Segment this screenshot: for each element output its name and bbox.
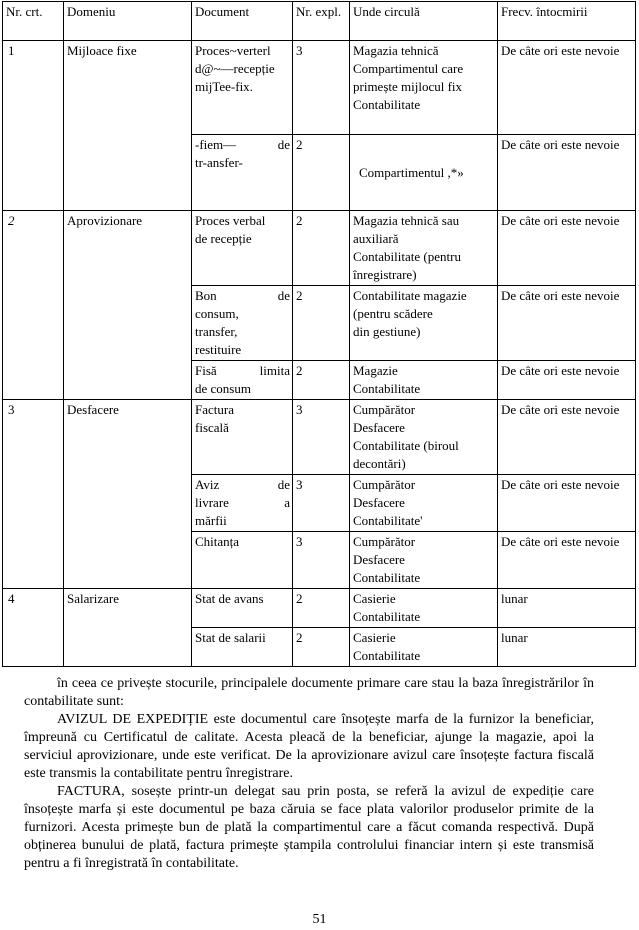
- document-line: Proces verbal: [195, 213, 266, 228]
- circulation-line: Compartimentul care: [353, 61, 464, 76]
- circulation-line: Contabilitate: [353, 609, 421, 624]
- circulation-line: Contabilitate: [353, 381, 421, 396]
- cell-document: [192, 361, 293, 400]
- table-row: [3, 211, 636, 286]
- cell-unde-circula: [350, 211, 498, 286]
- table-header-row: [3, 2, 636, 41]
- cell-nr-crt: 4: [3, 589, 64, 667]
- document-line: consum,: [195, 306, 239, 321]
- cell-document: [192, 135, 293, 211]
- cell-unde-circula: [350, 475, 498, 532]
- document-line: Aviz de: [195, 477, 290, 492]
- paragraph-factura: FACTURA, sosește printr-un delegat sau prin posta, se referă la avizul de expediție care însoțește marfa și este documentul pe baza căruia se face plata valorilor produselor primite de la furnizori. Acesta primește bun de plată la compartimentul care a făcut comanda respectivă. După obținerea bunului de plată, factura primește ștampila controlului financiar intern și este transmisă pentru a fi înregistrată în contabilitate.: [24, 784, 594, 871]
- cell-nr-expl: 3: [293, 41, 350, 135]
- circulation-line: primește mijlocul fix: [353, 79, 463, 94]
- document-line: Bon de: [195, 288, 290, 303]
- circulation-line: Compartimentul ,*»: [359, 164, 464, 180]
- circulation-line: Contabilitate (pentru: [353, 249, 461, 264]
- cell-nr-crt: 1: [3, 41, 64, 211]
- document-line: livrare a: [195, 495, 290, 510]
- cell-nr-expl: 2: [293, 361, 350, 400]
- cell-unde-circula: [350, 41, 498, 135]
- cell-domeniu: Mijloace fixe: [64, 41, 192, 211]
- circulation-line: Casierie: [353, 591, 396, 606]
- document-line: d@~—recepție: [195, 61, 275, 76]
- cell-unde-circula: [350, 361, 498, 400]
- document-line: Factura: [195, 402, 234, 417]
- circulation-line: Magazie: [353, 363, 398, 378]
- cell-unde-circula: [350, 135, 498, 211]
- cell-frecventa: De câte ori este nevoie: [498, 532, 636, 589]
- cell-nr-expl: 3: [293, 475, 350, 532]
- document-line: mărfii: [195, 513, 227, 528]
- circulation-line: Contabilitate': [353, 513, 423, 528]
- circulation-line: auxiliară: [353, 231, 399, 246]
- cell-frecventa: De câte ori este nevoie: [498, 475, 636, 532]
- cell-frecventa: De câte ori este nevoie: [498, 41, 636, 135]
- paragraph-stocuri: în ceea ce privește stocurile, principalele documente primare care stau la baza înregistrărilor în contabilitate sunt:: [24, 676, 594, 709]
- cell-nr-crt: 3: [3, 400, 64, 589]
- cell-unde-circula: [350, 628, 498, 667]
- header-domeniu: Domeniu: [64, 2, 192, 41]
- circulation-line: Contabilitate: [353, 97, 421, 112]
- cell-nr-expl: 2: [293, 628, 350, 667]
- cell-frecventa: lunar: [498, 589, 636, 628]
- cell-document: [192, 286, 293, 361]
- cell-document: [192, 400, 293, 475]
- cell-frecventa: De câte ori este nevoie: [498, 400, 636, 475]
- document-line: restituire: [195, 342, 242, 357]
- circulation-line: din gestiune): [353, 324, 421, 339]
- cell-frecventa: lunar: [498, 628, 636, 667]
- cell-nr-expl: 2: [293, 286, 350, 361]
- header-document: Document: [192, 2, 293, 41]
- circulation-line: decontări): [353, 456, 406, 471]
- circulation-line: Cumpărător: [353, 402, 416, 417]
- circulation-line: Casierie: [353, 630, 396, 645]
- document-line: Proces~verterl: [195, 43, 271, 58]
- cell-document: [192, 589, 293, 628]
- cell-frecventa: De câte ori este nevoie: [498, 361, 636, 400]
- paragraph-aviz-expeditie: AVIZUL DE EXPEDIȚIE este documentul care însoțește marfa de la furnizor la beneficiar, împreună cu Certificatul de calitate. Acesta pleacă de la beneficiar, ajunge la magazie, apoi la serviciul aprovizionare, unde este verificat. De la aprovizionare avizul care însoțește factura fiscală este transmis la contabilitate pentru înregistrare.: [24, 712, 594, 781]
- cell-nr-expl: 2: [293, 211, 350, 286]
- circulation-line: (pentru scădere: [353, 306, 433, 321]
- cell-nr-expl: 2: [293, 589, 350, 628]
- cell-nr-expl: 3: [293, 400, 350, 475]
- document-line: Chitanța: [195, 534, 240, 549]
- document-line: fiscală: [195, 420, 229, 435]
- documents-table: [2, 1, 636, 667]
- circulation-line: Magazia tehnică sau: [353, 213, 460, 228]
- cell-domeniu: Salarizare: [64, 589, 192, 667]
- circulation-line: înregistrare): [353, 267, 417, 282]
- document-line: Fisă limita: [195, 363, 290, 378]
- circulation-line: Desfacere: [353, 420, 405, 435]
- document-line: de recepție: [195, 231, 252, 246]
- document-line: Stat de salarii: [195, 630, 266, 645]
- cell-frecventa: De câte ori este nevoie: [498, 286, 636, 361]
- circulation-line: Desfacere: [353, 495, 405, 510]
- header-nr-expl: Nr. expl.: [293, 2, 350, 41]
- circulation-line: Contabilitate: [353, 648, 421, 663]
- page-number: 51: [312, 912, 327, 927]
- table-row: [3, 589, 636, 628]
- body-text: [24, 675, 594, 873]
- circulation-line: Contabilitate: [353, 570, 421, 585]
- cell-domeniu: Desfacere: [64, 400, 192, 589]
- circulation-line: Contabilitate (biroul: [353, 438, 459, 453]
- circulation-line: Cumpărător: [353, 534, 416, 549]
- cell-unde-circula: [350, 286, 498, 361]
- header-unde-circula: Unde circulă: [350, 2, 498, 41]
- cell-unde-circula: [350, 400, 498, 475]
- cell-document: [192, 628, 293, 667]
- cell-document: [192, 211, 293, 286]
- header-frecventa: Frecv. întocmirii: [498, 2, 636, 41]
- document-line: mijTee-fix.: [195, 79, 253, 94]
- cell-domeniu: Aprovizionare: [64, 211, 192, 400]
- circulation-line: Cumpărător: [353, 477, 416, 492]
- cell-nr-expl: 2: [293, 135, 350, 211]
- document-line: -fiem— de: [195, 137, 290, 152]
- table-row: [3, 41, 636, 135]
- cell-nr-expl: 3: [293, 532, 350, 589]
- cell-frecventa: De câte ori este nevoie: [498, 135, 636, 211]
- cell-nr-crt: 2: [3, 211, 64, 400]
- cell-document: [192, 475, 293, 532]
- circulation-line: Contabilitate magazie: [353, 288, 467, 303]
- document-line: transfer,: [195, 324, 238, 339]
- table-row: [3, 400, 636, 475]
- circulation-line: Desfacere: [353, 552, 405, 567]
- cell-document: [192, 41, 293, 135]
- cell-unde-circula: [350, 589, 498, 628]
- document-line: de consum: [195, 381, 251, 396]
- document-line: tr-ansfer-: [195, 155, 243, 170]
- header-nr-crt: Nr. crt.: [3, 2, 64, 41]
- cell-document: [192, 532, 293, 589]
- circulation-line: Magazia tehnică: [353, 43, 439, 58]
- cell-unde-circula: [350, 532, 498, 589]
- cell-frecventa: De câte ori este nevoie: [498, 211, 636, 286]
- document-line: Stat de avans: [195, 591, 264, 606]
